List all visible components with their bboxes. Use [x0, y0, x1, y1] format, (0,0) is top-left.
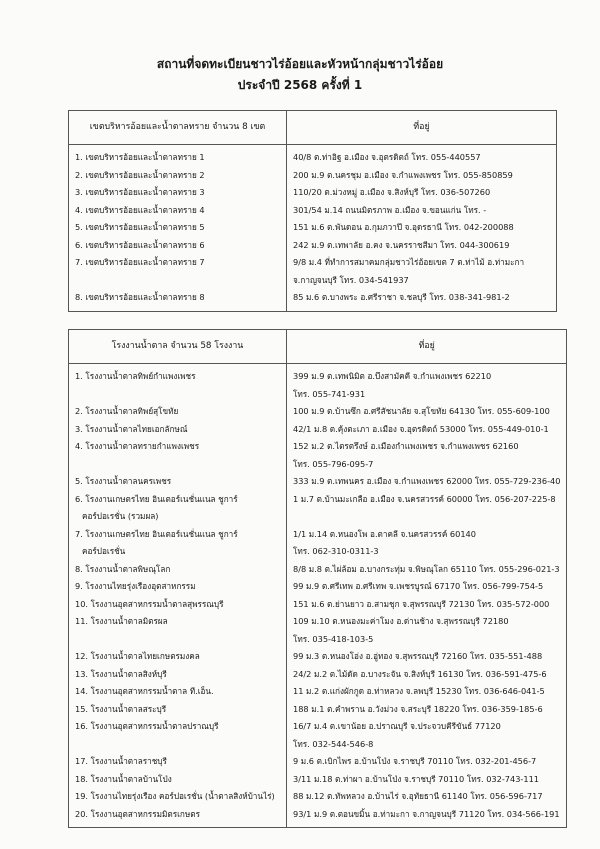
row-address-text-cont: โทร. 032-544-546-8 — [293, 738, 374, 749]
row-address-text: 9/8 ม.4 ที่ทำการสมาคมกลุ่มชาวไร่อ้อยเขต 7 ต.ท่าไม้ อ.ท่ามะกา — [293, 257, 525, 267]
table-row-name — [75, 421, 280, 439]
table-header-left: เขตบริหารอ้อยและน้ำตาลทราย จำนวน 8 เขต — [69, 111, 287, 145]
row-name-text: 1. โรงงานน้ำตาลทิพย์กำแพงเพชร — [75, 371, 196, 381]
row-address-text: 333 ม.9 ต.เทพนคร อ.เมือง จ.กำแพงเพชร 62000 โทร. 055-729-236-40 — [293, 476, 561, 486]
row-name-text: 3. เขตบริหารอ้อยและน้ำตาลทราย 3 — [75, 187, 205, 197]
table-row-name — [75, 561, 280, 579]
row-name-text: 3. โรงงานน้ำตาลไทยเอกลักษณ์ — [75, 423, 188, 434]
table-row-address — [293, 596, 560, 614]
row-name-text: 9. โรงงานไทยรุ่งเรืองอุตสาหกรรม — [75, 581, 196, 591]
row-address-text: 242 ม.9 ต.เทพาลัย อ.คง จ.นครราชสีมา โทร. 044-300619 — [293, 239, 510, 250]
table-body — [69, 364, 567, 828]
table-row-address — [293, 491, 560, 526]
row-name-text: 15. โรงงานน้ำตาลสระบุรี — [75, 703, 167, 714]
table-row-name — [75, 683, 280, 701]
row-name-text: 2. เขตบริหารอ้อยและน้ำตาลทราย 2 — [75, 169, 205, 180]
table-row-address — [293, 648, 560, 666]
table-row-address — [293, 473, 560, 491]
district-names-cell — [69, 145, 287, 312]
page-subtitle: ประจำปี 2568 ครั้งที่ 1 — [237, 78, 363, 92]
row-name-text: 2. โรงงานน้ำตาลทิพย์สุโขทัย — [75, 406, 179, 416]
table-row-address — [293, 184, 550, 202]
row-name-text: 13. โรงงานน้ำตาลสิงห์บุรี — [75, 668, 167, 679]
table-row-address — [293, 666, 560, 684]
table-row-name — [75, 648, 280, 666]
row-address-text: 399 ม.9 ต.เทพนิมิต อ.บึงสามัคคี จ.กำแพงเพชร 62210 — [293, 371, 492, 381]
table-row-address — [293, 202, 550, 220]
table-row-address — [293, 701, 560, 719]
table-row-address — [293, 526, 560, 561]
table-row-address — [293, 753, 560, 771]
table-row-name — [75, 202, 280, 220]
row-name-text: 8. เขตบริหารอ้อยและน้ำตาลทราย 8 — [75, 292, 205, 302]
row-address-text: 88 ม.12 ต.ทัพหลวง อ.บ้านไร่ จ.อุทัยธานี 61140 โทร. 056-596-717 — [293, 791, 543, 801]
table-row-address — [293, 771, 560, 789]
row-address-text-cont: โทร. 035-418-103-5 — [293, 633, 374, 644]
row-name-text: 1. เขตบริหารอ้อยและน้ำตาลทราย 1 — [75, 152, 205, 162]
table-row-name — [75, 718, 280, 753]
row-address-text: 110/20 ต.ม่วงหมู่ อ.เมือง จ.สิงห์บุรี โทร. 036-507260 — [293, 187, 491, 197]
row-address-text: 8/8 ม.8 ต.ไผ่ล้อม อ.บางกระทุ่ม จ.พิษณุโลก 65110 โทร. 055-296-021-3 — [293, 563, 560, 574]
row-name-text: 6. โรงงานเกษตรไทย อินเตอร์เนชั่นแนล ชูการ์ — [75, 493, 238, 504]
table-row-name — [75, 184, 280, 202]
row-name-text: 19. โรงงานไทยรุ่งเรือง คอร์ปอเรชั่น (น้ำตาลสิงห์บ้านไร่) — [75, 791, 275, 801]
table-row-address — [293, 578, 560, 596]
table-header-row — [69, 330, 567, 364]
table-row-name — [75, 701, 280, 719]
row-address-text: 11 ม.2 ต.แก่งผักกูด อ.ท่าหลวง จ.ลพบุรี 15230 โทร. 036-646-041-5 — [293, 686, 545, 696]
table-row-address — [293, 788, 560, 806]
row-name-text: 4. เขตบริหารอ้อยและน้ำตาลทราย 4 — [75, 204, 205, 215]
row-address-text: 1 ม.7 ต.บ้านมะเกลือ อ.เมือง จ.นครสวรรค์ 60000 โทร. 056-207-225-8 — [293, 493, 556, 504]
table-row-address — [293, 403, 560, 421]
row-address-text: 40/8 ต.ท่าอิฐ อ.เมือง จ.อุตรดิตถ์ โทร. 055-440557 — [293, 152, 481, 162]
table-row-name — [75, 403, 280, 421]
table-row-address — [293, 237, 550, 255]
row-address-text: 24/2 ม.2 ต.ไม้ดัด อ.บางระจัน จ.สิงห์บุรี 16130 โทร. 036-591-475-6 — [293, 668, 547, 679]
table-row-address — [293, 718, 560, 753]
table-row-name — [75, 491, 280, 526]
row-address-text: 151 ม.6 ต.พันดอน อ.กุมภวาปี จ.อุดรธานี โทร. 042-200088 — [293, 222, 514, 232]
row-name-text: 11. โรงงานน้ำตาลมิตรผล — [75, 616, 168, 626]
row-name-text: 5. เขตบริหารอ้อยและน้ำตาลทราย 5 — [75, 222, 205, 232]
row-name-text: 5. โรงงานน้ำตาลนครเพชร — [75, 476, 172, 486]
table-row-address — [293, 368, 560, 403]
table-row-address — [293, 254, 550, 289]
row-address-text: 301/54 ม.14 ถนนมิตรภาพ อ.เมือง จ.ขอนแก่น โทร. - — [293, 204, 487, 215]
row-address-text: 9 ม.6 ต.เบิกไพร อ.บ้านโป่ง จ.ราชบุรี 70110 โทร. 032-201-456-7 — [293, 756, 537, 766]
row-address-text: 152 ม.2 ต.ไตรตรึงษ์ อ.เมืองกำแพงเพชร จ.กำแพงเพชร 62160 — [293, 441, 519, 451]
table-row-address — [293, 167, 550, 185]
row-address-text: 99 ม.3 ต.หนองโอ่ง อ.อู่ทอง จ.สุพรรณบุรี 72160 โทร. 035-551-488 — [293, 651, 543, 661]
row-name-text: 4. โรงงานน้ำตาลทรายกำแพงเพชร — [75, 441, 200, 451]
table-header-left: โรงงานน้ำตาล จำนวน 58 โรงงาน — [69, 330, 287, 364]
table-row-name — [75, 526, 280, 561]
row-name-text: 10. โรงงานอุตสาหกรรมน้ำตาลสุพรรณบุรี — [75, 598, 224, 609]
table-row-address — [293, 149, 550, 167]
factory-names-cell — [69, 364, 287, 828]
table-row-name — [75, 806, 280, 824]
row-name-text: 16. โรงงานอุตสาหกรรมน้ำตาลปราณบุรี — [75, 721, 219, 731]
table-row-name — [75, 438, 280, 473]
row-address-text: 188 ม.1 ต.คำพราน อ.วังม่วง จ.สระบุรี 18220 โทร. 036-359-185-6 — [293, 703, 543, 714]
table-row-address — [293, 613, 560, 648]
table-header-row — [69, 111, 557, 145]
table-row-name — [75, 289, 280, 307]
row-address-text: 151 ม.6 ต.ย่านยาว อ.สามชุก จ.สุพรรณบุรี 72130 โทร. 035-572-000 — [293, 598, 550, 609]
table-header-right: ที่อยู่ — [287, 111, 557, 145]
row-address-text-cont: โทร. 055-741-931 — [293, 388, 366, 399]
table-row-name — [75, 167, 280, 185]
row-name-text: 7. เขตบริหารอ้อยและน้ำตาลทราย 7 — [75, 257, 205, 267]
table-row-address — [293, 438, 560, 473]
row-address-text: 16/7 ม.4 ต.เขาน้อย อ.ปราณบุรี จ.ประจวบคีรีขันธ์ 77120 — [293, 721, 501, 731]
table-row-name — [75, 578, 280, 596]
row-name-text: 20. โรงงานอุตสาหกรรมมิตรเกษตร — [75, 808, 200, 819]
row-name-text: 17. โรงงานน้ำตาลราชบุรี — [75, 756, 167, 766]
table-row-address — [293, 561, 560, 579]
table-row-address — [293, 683, 560, 701]
table-row-name — [75, 219, 280, 237]
table-row-name — [75, 771, 280, 789]
row-name-text: 7. โรงงานเกษตรไทย อินเตอร์เนชั่นแนล ชูการ์ — [75, 528, 238, 539]
table-row-name — [75, 368, 280, 403]
table-row-address — [293, 289, 550, 307]
row-name-text: 12. โรงงานน้ำตาลไทยเกษตรมงคล — [75, 651, 200, 661]
district-addresses-cell — [287, 145, 557, 312]
table-row-name — [75, 753, 280, 771]
table-row-name — [75, 473, 280, 491]
row-address-text: 85 ม.6 ต.บางพระ อ.ศรีราชา จ.ชลบุรี โทร. 038-341-981-2 — [293, 292, 510, 302]
table-row-name — [75, 788, 280, 806]
row-address-text: 109 ม.10 ต.หนองมะค่าโมง อ.ด่านช้าง จ.สุพรรณบุรี 72180 — [293, 616, 509, 626]
row-name-text-cont: คอร์ปอเรชั่น (รวมผล) — [82, 511, 159, 521]
row-address-text-cont: โทร. 062-310-0311-3 — [293, 546, 379, 556]
row-address-text: 3/11 ม.18 ต.ท่าผา อ.บ้านโป่ง จ.ราชบุรี 70110 โทร. 032-743-111 — [293, 773, 540, 784]
table-body — [69, 145, 557, 312]
row-address-text: 93/1 ม.9 ต.ตอนขมิ้น อ.ท่ามะกา จ.กาญจนบุรี 71120 โทร. 034-566-191 — [293, 808, 560, 819]
sugarcane-districts-table — [68, 110, 557, 312]
table-row-address — [293, 219, 550, 237]
table-row-name — [75, 149, 280, 167]
row-address-text-cont: จ.กาญจนบุรี โทร. 034-541937 — [293, 274, 409, 285]
row-name-text: 14. โรงงานอุตสาหกรรมน้ำตาล ที.เอ็น. — [75, 686, 214, 696]
row-address-text: 1/1 ม.14 ต.หนองโพ อ.ตาคลี จ.นครสวรรค์ 60140 — [293, 528, 476, 539]
factory-addresses-cell — [287, 364, 567, 828]
table-row-name — [75, 596, 280, 614]
row-address-text: 99 ม.9 ต.ศรีเทพ อ.ศรีเทพ จ.เพชรบูรณ์ 67170 โทร. 056-799-754-5 — [293, 581, 544, 591]
row-address-text: 100 ม.9 ต.บ้านซึก อ.ศรีสัชนาลัย จ.สุโขทัย 64130 โทร. 055-609-100 — [293, 406, 550, 416]
row-address-text-cont: โทร. 055-796-095-7 — [293, 458, 374, 469]
table-header-right: ที่อยู่ — [287, 330, 567, 364]
sugar-factories-table — [68, 329, 567, 828]
table-row-name — [75, 254, 280, 289]
row-name-text: 6. เขตบริหารอ้อยและน้ำตาลทราย 6 — [75, 239, 205, 250]
row-name-text-cont: คอร์ปอเรชั่น — [82, 546, 126, 556]
table-row-name — [75, 237, 280, 255]
row-name-text: 8. โรงงานน้ำตาลพิษณุโลก — [75, 563, 171, 574]
table-row-address — [293, 421, 560, 439]
row-address-text: 200 ม.9 ต.นครชุม อ.เมือง จ.กำแพงเพชร โทร. 055-850859 — [293, 169, 513, 180]
table-row-address — [293, 806, 560, 824]
row-name-text: 18. โรงงานน้ำตาลบ้านโป่ง — [75, 773, 172, 784]
table-row-name — [75, 613, 280, 648]
page-title: สถานที่จดทะเบียนชาวไร่อ้อยและหัวหน้ากลุ่มชาวไร่อ้อย — [156, 57, 444, 71]
table-row-name — [75, 666, 280, 684]
row-address-text: 42/1 ม.8 ต.คุ้งตะเภา อ.เมือง จ.อุตรดิตถ์ 53000 โทร. 055-449-010-1 — [293, 423, 549, 434]
